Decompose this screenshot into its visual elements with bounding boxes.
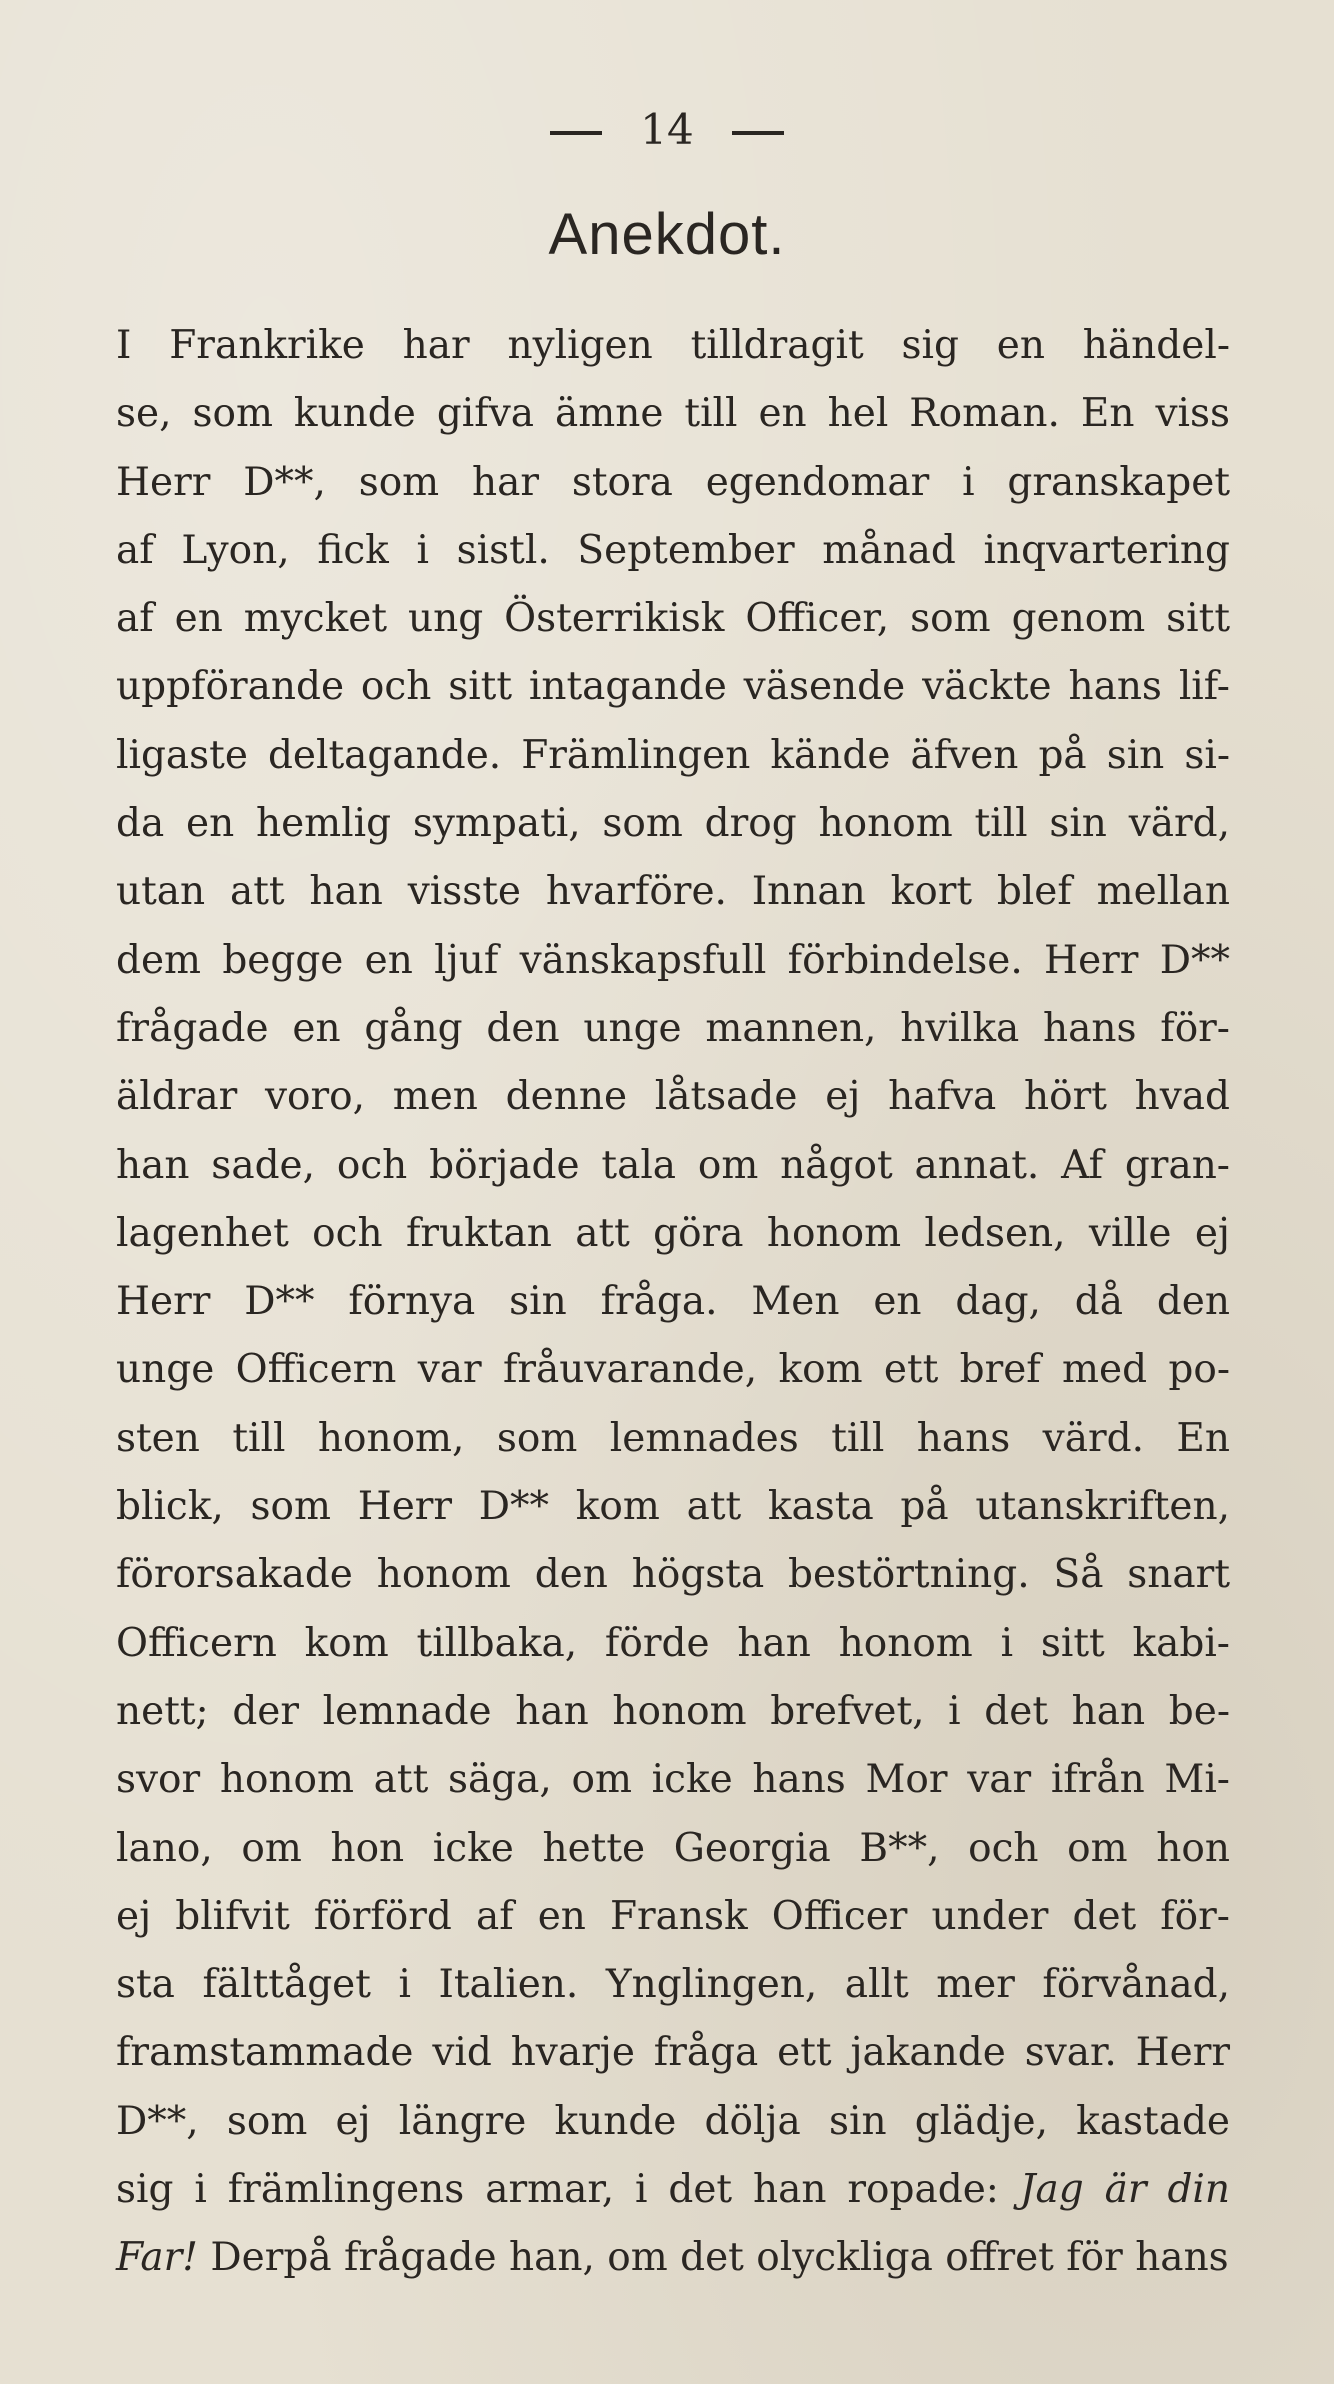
text-line: Herr D** förnya sin fråga. Men en dag, då den bbox=[116, 1279, 1230, 1325]
text-line: han sade, och började tala om något annat. Af gran- bbox=[116, 1142, 1230, 1188]
text-line: lano, om hon icke hette Georgia B**, och om hon bbox=[116, 1825, 1230, 1871]
text-line: sta fälttåget i Italien. Ynglingen, allt mer förvånad, bbox=[116, 1962, 1230, 2008]
text-line: frågade en gång den unge mannen, hvilka hans för- bbox=[116, 1005, 1230, 1051]
text-line: utan att han visste hvarföre. Innan kort blef mellan bbox=[116, 869, 1230, 915]
text-line: nett; der lemnade han honom brefvet, i det han be- bbox=[116, 1688, 1230, 1734]
text-line-plain: sig i främlingens armar, i det han ropade: bbox=[116, 2167, 999, 2213]
text-line: da en hemlig sympati, som drog honom till sin värd, bbox=[116, 801, 1230, 847]
text-line: D**, som ej längre kunde dölja sin glädje, kastade bbox=[116, 2098, 1230, 2144]
text-line: se, som kunde gifva ämne till en hel Roman. En viss bbox=[116, 391, 1230, 437]
header-dash-left bbox=[550, 131, 602, 135]
text-line: ligaste deltagande. Främlingen kände äfven på sin si- bbox=[116, 732, 1230, 778]
text-line: af en mycket ung Österrikisk Officer, som genom sitt bbox=[116, 596, 1230, 642]
page-title: Anekdot. bbox=[548, 202, 786, 267]
page-header bbox=[0, 100, 1334, 160]
text-line: af Lyon, fick i sistl. September månad inqvartering bbox=[116, 527, 1230, 573]
page-number: 14 bbox=[640, 105, 694, 154]
text-line: dem begge en ljuf vänskapsfull förbindelse. Herr D** bbox=[116, 937, 1230, 983]
text-line: ej blifvit förförd af en Fransk Officer under det för- bbox=[116, 1893, 1230, 1939]
text-line: Herr D**, som har stora egendomar i granskapet bbox=[116, 459, 1230, 505]
text-line-italic: Jag är din bbox=[1019, 2167, 1230, 2213]
text-line: uppförande och sitt intagande väsende väckte hans lif- bbox=[116, 664, 1230, 710]
text-line: äldrar voro, men denne låtsade ej hafva hört hvad bbox=[116, 1074, 1230, 1120]
text-line: förorsakade honom den högsta bestörtning. Så snart bbox=[116, 1552, 1230, 1598]
header-dash-right bbox=[732, 131, 784, 135]
text-line bbox=[116, 2156, 1230, 2224]
text-line-italic: Far! bbox=[116, 2235, 198, 2281]
body-text bbox=[116, 312, 1230, 2293]
text-line: I Frankrike har nyligen tilldragit sig en händel- bbox=[116, 323, 1230, 368]
text-line bbox=[116, 2224, 1230, 2292]
text-line: unge Officern var fråuvarande, kom ett bref med po- bbox=[116, 1347, 1230, 1393]
text-line-plain: Derpå frågade han, om det olyckliga offret för hans bbox=[210, 2235, 1229, 2281]
text-line: blick, som Herr D** kom att kasta på utanskriften, bbox=[116, 1484, 1230, 1530]
text-line: lagenhet och fruktan att göra honom ledsen, ville ej bbox=[116, 1210, 1230, 1256]
text-line: svor honom att säga, om icke hans Mor var ifrån Mi- bbox=[116, 1757, 1230, 1803]
text-line: sten till honom, som lemnades till hans värd. En bbox=[116, 1415, 1230, 1461]
text-line: framstammade vid hvarje fråga ett jakande svar. Herr bbox=[116, 2030, 1230, 2076]
text-line: Officern kom tillbaka, förde han honom i sitt kabi- bbox=[116, 1620, 1230, 1666]
